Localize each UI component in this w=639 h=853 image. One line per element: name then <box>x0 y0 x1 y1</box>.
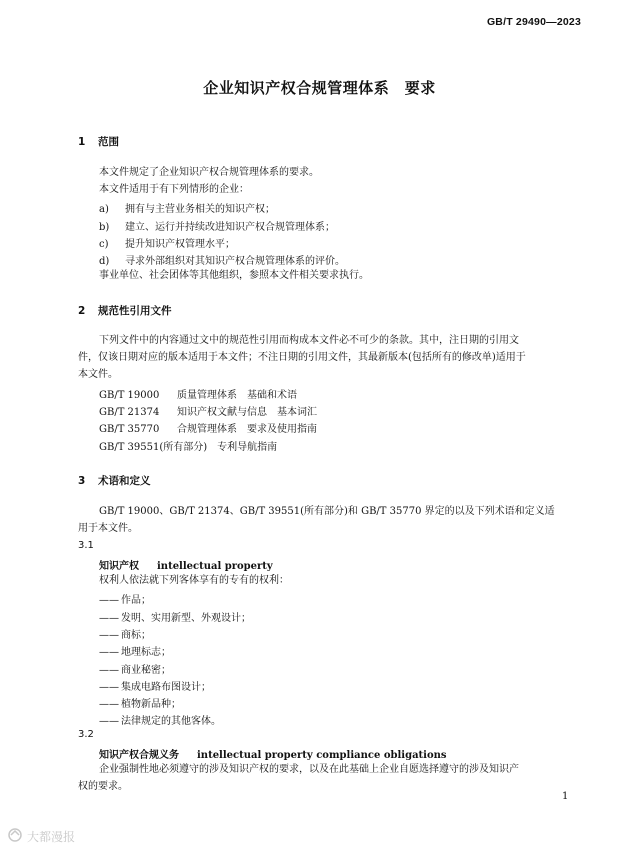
section-title: 范围 <box>98 136 119 148</box>
list-item: d) 寻求外部组织对其知识产权合规管理体系的评价。 <box>99 256 345 267</box>
document-title: 企业知识产权合规管理体系 要求 <box>203 79 436 97</box>
reference-item: GB/T 19000 质量管理体系 基础和术语 <box>99 390 297 401</box>
paragraph: 本文件规定了企业知识产权合规管理体系的要求。 <box>99 167 319 178</box>
section-number: 2 <box>78 305 86 317</box>
term-en: intellectual property <box>157 561 273 572</box>
watermark-text: 大都漫报 <box>27 830 76 844</box>
paragraph-line: 本文件。 <box>78 369 118 380</box>
section-number: 1 <box>78 136 86 148</box>
list-item: —— 法律规定的其他客体。 <box>99 716 221 727</box>
term-en: intellectual property compliance obligations <box>197 750 447 761</box>
list-item: —— 植物新品种； <box>99 699 181 710</box>
section-3-heading <box>78 473 151 488</box>
term-zh: 知识产权合规义务 <box>99 750 179 761</box>
paragraph: 本文件适用于有下列情形的企业： <box>99 184 249 195</box>
list-item: b) 建立、运行并持续改进知识产权合规管理体系； <box>99 222 335 233</box>
section-title: 规范性引用文件 <box>98 305 172 317</box>
watermark <box>6 827 75 846</box>
term-number: 3.2 <box>78 729 94 740</box>
section-2-heading <box>78 303 172 318</box>
term-number: 3.1 <box>78 540 94 551</box>
paragraph-line: 用于本文件。 <box>78 523 138 534</box>
term-definition-line: 企业强制性地必须遵守的涉及知识产权的要求，以及在此基础上企业自愿选择遵守的涉及知识产 <box>99 764 519 775</box>
list-item: —— 商业秘密； <box>99 665 171 676</box>
list-item: —— 发明、实用新型、外观设计； <box>99 613 251 624</box>
term-heading <box>99 746 447 761</box>
term-definition-line: 权的要求。 <box>78 781 128 792</box>
list-item: —— 地理标志； <box>99 647 171 658</box>
term-zh: 知识产权 <box>99 561 139 572</box>
section-1-heading <box>78 134 119 149</box>
list-item: —— 集成电路布图设计； <box>99 682 211 693</box>
term-definition: 权利人依法就下列客体享有的专有的权利： <box>99 575 289 586</box>
page-number: 1 <box>562 791 569 802</box>
watermark-logo-icon <box>6 827 24 846</box>
list-item: c) 提升知识产权管理水平； <box>99 239 235 250</box>
reference-item: GB/T 21374 知识产权文献与信息 基本词汇 <box>99 407 317 418</box>
reference-item: GB/T 35770 合规管理体系 要求及使用指南 <box>99 424 317 435</box>
term-heading <box>99 557 273 572</box>
list-item: —— 作品； <box>99 595 151 606</box>
list-item: —— 商标； <box>99 630 151 641</box>
paragraph-line: 件，仅该日期对应的版本适用于本文件；不注日期的引用文件，其最新版本(包括所有的修改单)适用于 <box>78 352 526 363</box>
paragraph: 事业单位、社会团体等其他组织，参照本文件相关要求执行。 <box>99 270 369 281</box>
section-title: 术语和定义 <box>98 475 151 487</box>
list-item: a) 拥有与主营业务相关的知识产权； <box>99 204 275 215</box>
paragraph-line: 下列文件中的内容通过文中的规范性引用而构成本文件必不可少的条款。其中，注日期的引用文 <box>99 335 519 346</box>
paragraph-line: GB/T 19000、GB/T 21374、GB/T 39551(所有部分)和 GB/T 35770 界定的以及下列术语和定义适 <box>99 506 555 517</box>
section-number: 3 <box>78 475 86 487</box>
standard-code: GB/T 29490—2023 <box>486 16 581 28</box>
reference-item: GB/T 39551(所有部分) 专利导航指南 <box>99 442 278 453</box>
